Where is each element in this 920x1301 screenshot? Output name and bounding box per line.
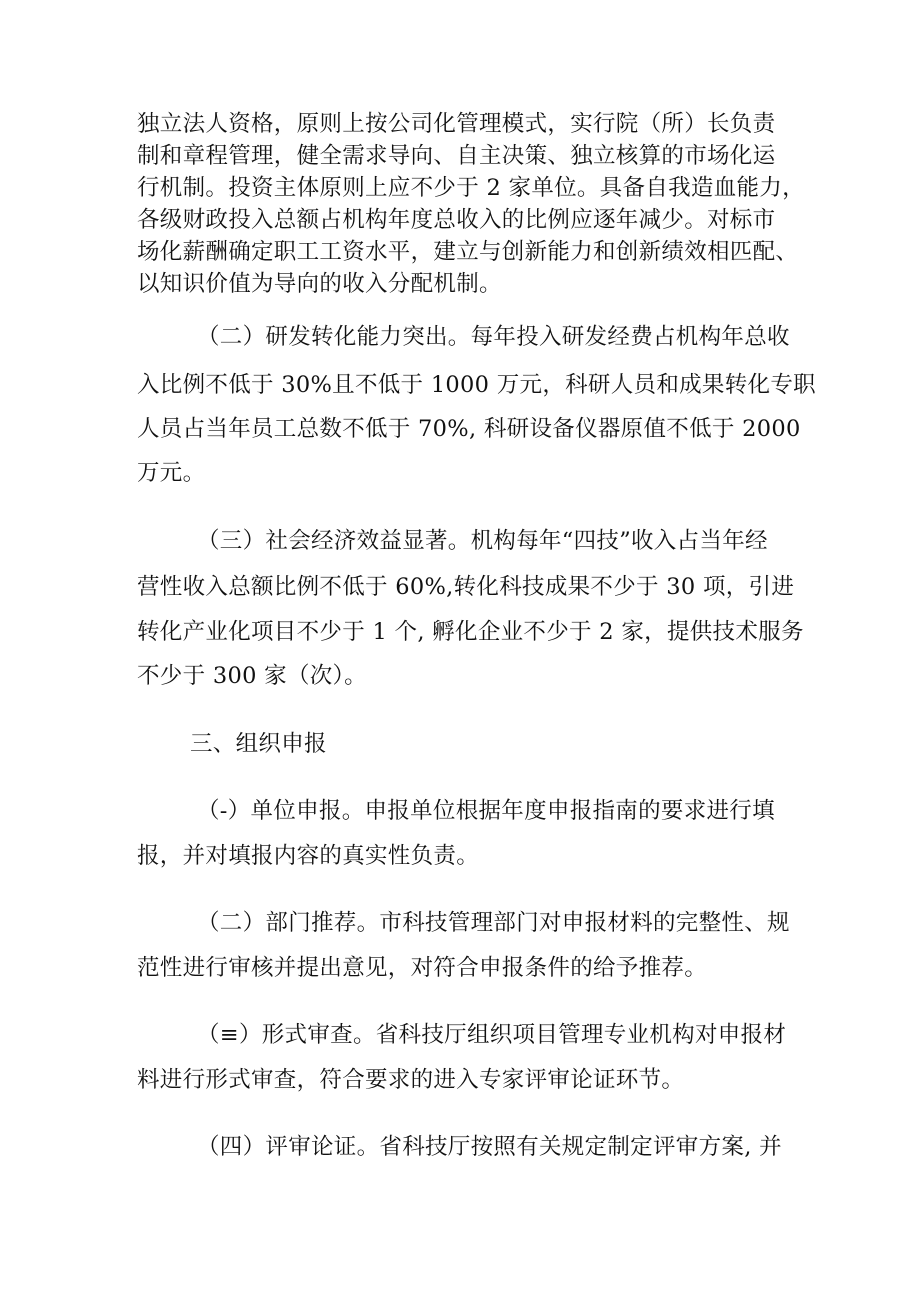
text-line: （二）研发转化能力突出。每年投入研发经费占机构年总收 (197, 324, 790, 350)
text-line: 不少于 300 家（次）。 (137, 663, 367, 689)
text-line: 制和章程管理，健全需求导向、自主决策、独立核算的市场化运 (137, 143, 776, 169)
text-line: 范性进行审核并提出意见，对符合申报条件的给予推荐。 (137, 955, 708, 981)
text-line: 营性收入总额比例不低于 60%,转化科技成果不少于 30 项，引进 (137, 574, 795, 600)
text-line: 料进行形式审查，符合要求的进入专家评审论证环节。 (137, 1067, 685, 1093)
text-line: （≡）形式审查。省科技厅组织项目管理专业机构对申报材 (197, 1022, 787, 1048)
heading-text: 三、组织申报 (190, 731, 327, 757)
text-line: （四）评审论证。省科技厅按照有关规定制定评审方案, 并 (197, 1134, 782, 1160)
text-line: 各级财政投入总额占机构年度总收入的比例应逐年减少。对标市 (137, 207, 776, 233)
text-line: 以知识价值为导向的收入分配机制。 (137, 271, 502, 297)
text-line: （二）部门推荐。市科技管理部门对申报材料的完整性、规 (197, 910, 790, 936)
text-line: 万元。 (137, 460, 206, 486)
text-line: （-）单位申报。申报单位根据年度申报指南的要求进行填 (197, 798, 775, 824)
text-line: 独立法人资格，原则上按公司化管理模式，实行院（所）长负责 (137, 111, 776, 137)
text-line: 人员占当年员工总数不低于 70%, 科研设备仪器原值不低于 2000 (137, 416, 801, 442)
text-line: 转化产业化项目不少于 1 个, 孵化企业不少于 2 家，提供技术服务 (137, 619, 804, 645)
text-line: 行机制。投资主体原则上应不少于 2 家单位。具备自我造血能力， (137, 175, 805, 201)
text-line: 入比例不低于 30%且不低于 1000 万元，科研人员和成果转化专职 (137, 372, 816, 398)
text-line: 报，并对填报内容的真实性负责。 (137, 843, 480, 869)
text-line: 场化薪酬确定职工工资水平，建立与创新能力和创新绩效相匹配、 (137, 239, 799, 265)
text-line: （三）社会经济效益显著。机构每年“四技”收入占当年经 (197, 528, 768, 554)
